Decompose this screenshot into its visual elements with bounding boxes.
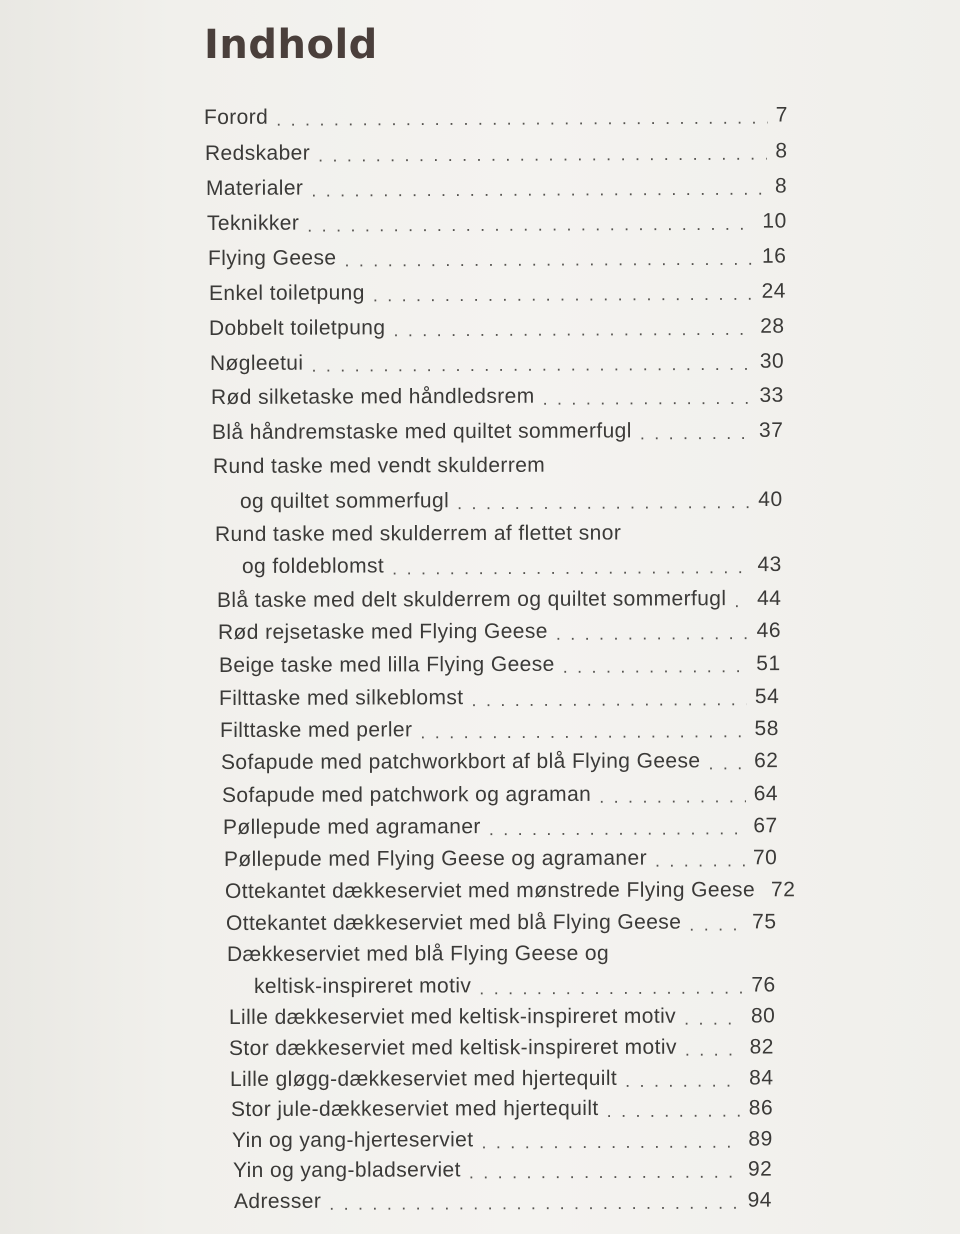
toc-entry [224, 876, 796, 906]
dot-leader [689, 912, 744, 936]
dot-leader [709, 751, 747, 775]
toc-entry [208, 243, 787, 273]
toc-entry-title: Rød rejsetaske med Flying Geese [217, 619, 548, 644]
toc-entry [228, 1002, 774, 1032]
toc-entry-page: 8 [775, 139, 788, 163]
dot-leader [472, 687, 747, 712]
toc-entry [204, 101, 788, 132]
toc-entry-title: Flying Geese [207, 246, 337, 271]
dot-leader [562, 654, 748, 679]
dot-leader [344, 247, 754, 273]
dot-leader [607, 1099, 741, 1123]
toc-entry-page: 10 [762, 209, 787, 233]
toc-entry [221, 747, 779, 777]
toc-entry-title: Stor dækkeserviet med keltisk-inspireret motiv [229, 1035, 678, 1060]
toc-entry-page: 92 [748, 1157, 773, 1181]
toc-entry [242, 551, 782, 581]
toc-entry-page: 8 [774, 174, 787, 198]
toc-entry-page: 86 [749, 1096, 774, 1120]
toc-entry-page: 16 [761, 244, 787, 268]
dot-leader [599, 784, 746, 808]
toc-entry [205, 137, 788, 168]
toc-entry-page: 28 [760, 314, 786, 338]
toc-entry [210, 348, 784, 378]
toc-entry-title: og quiltet sommerfugl [239, 489, 450, 513]
toc-entry-title: og foldeblomst [241, 554, 384, 578]
toc-entry [223, 812, 778, 842]
toc-entry-title: Dobbelt toiletpung [209, 316, 386, 341]
toc-entry-title: Enkel toiletpung [208, 281, 365, 306]
toc-entry-page: 72 [770, 878, 796, 902]
dot-leader [329, 1191, 739, 1216]
toc-entry-page: 89 [748, 1127, 773, 1151]
dot-leader [543, 386, 752, 411]
toc-entry-page: 84 [749, 1066, 774, 1090]
dot-leader [655, 848, 745, 872]
dot-leader [625, 1069, 741, 1093]
dot-leader [307, 212, 754, 238]
toc-entry [227, 939, 776, 969]
toc-entry-title: Teknikker [206, 211, 300, 236]
toc-entry-title: Beige taske med lilla Flying Geese [218, 652, 555, 677]
dot-leader [482, 1130, 741, 1155]
toc-entry-title: Pøllepude med Flying Geese og agramaner [223, 846, 647, 871]
dot-leader [685, 1038, 742, 1062]
dot-leader [394, 317, 753, 342]
toc-entry [219, 683, 779, 713]
dot-leader [489, 816, 746, 841]
dot-leader [457, 490, 750, 515]
toc-entry-page: 64 [753, 782, 779, 806]
toc-entry-page: 7 [775, 103, 788, 127]
toc-entry-title: Yin og yang-hjerteserviet [232, 1128, 474, 1152]
dot-leader [469, 1160, 740, 1185]
toc-entry-title: Nøgleetui [210, 351, 304, 376]
toc-entry-page: 40 [758, 487, 783, 512]
toc-entry-title: Redskaber [204, 141, 311, 166]
toc-entry [240, 486, 783, 516]
toc-entry-title: Rund taske med skulderrem af flettet snor [214, 521, 622, 546]
toc-entry [218, 617, 781, 647]
toc-entry-title: Lille gløgg-dækkeserviet med hjertequilt [230, 1066, 618, 1091]
toc-entry-page: 62 [754, 749, 779, 773]
toc-entry-page: 58 [754, 717, 780, 741]
toc-entry-page: 70 [752, 846, 778, 870]
dot-leader [276, 106, 768, 132]
toc-entry [211, 382, 784, 412]
toc-entry-title: Lille dækkeserviet med keltisk-inspireret motiv [228, 1004, 676, 1029]
dot-leader [312, 352, 752, 378]
toc-entry-page: 76 [750, 973, 776, 997]
toc-entry-page: 24 [761, 279, 786, 303]
toc-entry-title: Rund taske med vendt skulderrem [212, 453, 546, 479]
toc-entry-page: 80 [750, 1004, 775, 1028]
toc-entry-title: Filttaske med perler [220, 718, 413, 742]
toc-entry [231, 1094, 773, 1124]
toc-entry [254, 971, 776, 1001]
toc-entry-title: Pøllepude med agramaner [222, 815, 481, 839]
toc-entry-page: 54 [755, 685, 780, 709]
toc-entry [230, 1064, 774, 1094]
toc-entry [233, 1156, 772, 1185]
toc-entry [218, 650, 780, 680]
toc-entry-page: 51 [755, 652, 781, 676]
toc-entry-page: 46 [756, 618, 781, 643]
toc-entry-title: Sofapude med patchworkbort af blå Flying Geese [221, 749, 701, 774]
toc-entry [229, 1033, 774, 1063]
toc-entry [220, 715, 779, 745]
toc-entry-title: Adresser [233, 1189, 322, 1213]
toc-entry [215, 519, 782, 549]
toc-entry-page: 30 [760, 349, 785, 373]
toc-entry-page: 43 [757, 553, 782, 577]
toc-entry-title: Forord [203, 105, 269, 130]
toc-entry-page: 67 [753, 814, 778, 838]
toc-entry-title: Sofapude med patchwork og agraman [222, 782, 592, 807]
toc-entry-title: Dækkeserviet med blå Flying Geese og [226, 941, 609, 966]
toc-entry-title: keltisk-inspireret motiv [253, 974, 471, 998]
toc-entry-title: Blå håndremstaske med quiltet sommerfugl [212, 419, 633, 445]
dot-leader [392, 555, 749, 580]
toc-entry-page: 44 [756, 586, 782, 611]
dot-leader [311, 177, 767, 203]
toc-entry-title: Rød silketaske med håndledsrem [211, 384, 535, 410]
toc-entry [209, 313, 785, 343]
toc-entry-page: 94 [747, 1188, 772, 1212]
dot-leader [318, 142, 767, 168]
dot-leader [684, 1006, 743, 1030]
dot-leader [372, 282, 753, 308]
toc-entry [208, 278, 785, 308]
dot-leader [640, 421, 751, 445]
toc-entry-page: 33 [759, 383, 785, 407]
dot-leader [734, 589, 749, 613]
toc-entry [212, 417, 784, 447]
toc-entry-title: Filttaske med silkeblomst [219, 686, 465, 710]
page-title: Indhold [204, 22, 378, 68]
toc-entry-page: 82 [749, 1035, 775, 1059]
toc-entry-page: 75 [751, 910, 777, 934]
toc-entry-title: Yin og yang-bladserviet [233, 1158, 461, 1182]
toc-entry [213, 451, 783, 481]
toc-entry [226, 908, 777, 938]
toc-entry-title: Stor jule-dækkeserviet med hjertequilt [231, 1096, 599, 1121]
toc-entry [232, 1126, 773, 1155]
dot-leader [421, 719, 747, 744]
toc-entry-title: Ottekantet dækkeserviet med blå Flying Geese [225, 910, 682, 935]
toc-entry [222, 780, 778, 810]
toc-entry-title: Ottekantet dækkeserviet med mønstrede Flying Geese [224, 878, 755, 903]
toc-entry-title: Materialer [205, 176, 304, 201]
toc-entry [234, 1187, 772, 1216]
toc-entry [206, 173, 787, 203]
toc-entry-title: Blå taske med delt skulderrem og quiltet sommerfugl [216, 587, 727, 612]
dot-leader [479, 976, 743, 1001]
toc-entry [224, 844, 777, 874]
toc-entry [217, 585, 782, 615]
dot-leader [555, 621, 748, 646]
toc-entry-page: 37 [759, 418, 784, 442]
toc-entry [207, 208, 787, 238]
